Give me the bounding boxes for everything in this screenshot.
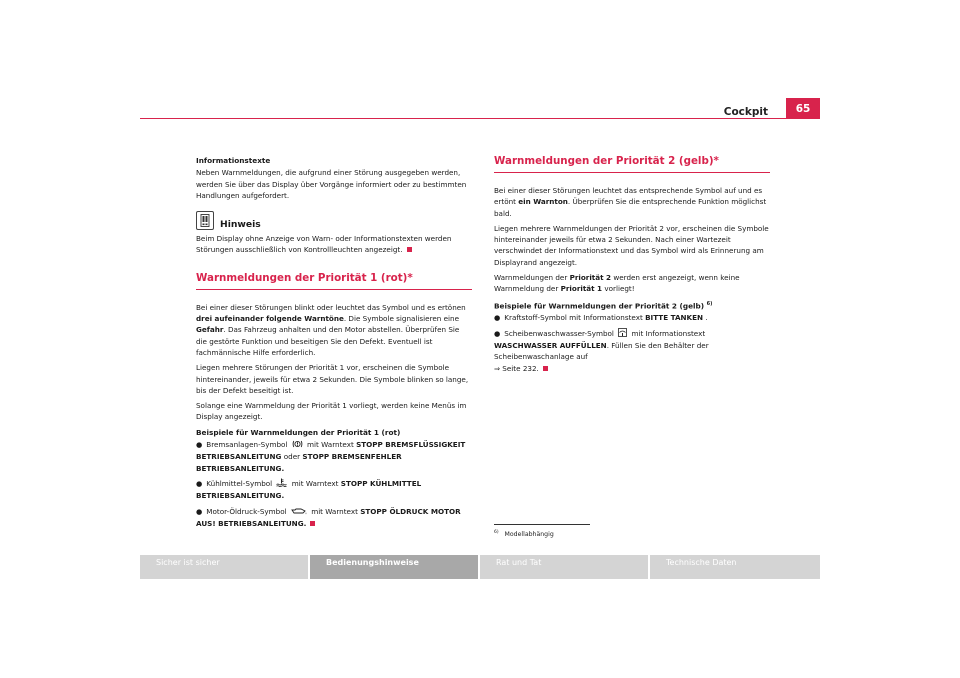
section-title-priority-2: Warnmeldungen der Priorität 2 (gelb)* — [494, 155, 770, 173]
priority-1-examples-heading: Beispiele für Warnmeldungen der Priorität 1 (rot) — [196, 427, 401, 437]
priority-2-paragraph-2: Liegen mehrere Warnmeldungen der Priorität 2 vor, erscheinen die Symbole hintereinander jeweils für etwa 2 Sekunden. Nach einer Wartezeit verschwindet der Informationstext und das Symbol wird als Erinnerung am Displayrand angezeigt. — [494, 223, 769, 267]
page-reference-link[interactable]: ⇒ Seite 232. — [494, 363, 539, 373]
coolant-icon — [276, 478, 287, 490]
list-item: ● Motor-Öldruck-Symbol mit Warntext STOPP ÖLDRUCK MOTOR AUS! BETRIEBSANLEITUNG. — [196, 506, 461, 528]
info-heading: Informationstexte — [196, 156, 271, 165]
footnote: $^{6)}$ Modellabhängig — [494, 530, 554, 539]
priority-2-paragraph-3: Warnmeldungen der Priorität 2 werden erst angezeigt, wenn keine Warnmeldung der Priorität 1 vorliegt! — [494, 273, 740, 294]
priority-2-examples-heading: Beispiele für Warnmeldungen der Priorität 2 (gelb) $^{6)}$ — [494, 300, 713, 311]
oil-pressure-icon — [291, 507, 307, 518]
tab-rat-und-tat[interactable]: Rat und Tat — [480, 555, 648, 579]
note-exclamation-icon — [196, 211, 214, 230]
tab-bedienungshinweise[interactable]: Bedienungshinweise — [310, 555, 478, 579]
note-title: Hinweis — [220, 219, 261, 231]
note-text: Beim Display ohne Anzeige von Warn- oder Informationstexten werden Störungen ausschließlich von Kontrollleuchten angezeigt. — [196, 234, 452, 255]
priority-1-paragraph-2: Liegen mehrere Störungen der Priorität 1 vor, erscheinen die Symbole hintereinander, jeweils für etwa 2 Sekunden. Die Symbole blinken so lange, bis der Defekt beseitigt ist. — [196, 363, 469, 395]
priority-2-paragraph-1: Bei einer dieser Störungen leuchtet das entsprechende Symbol auf und es ertönt ein Warnton. Überprüfen Sie die entsprechende Funktion möglichst bald. — [494, 186, 767, 218]
footnote-rule — [494, 524, 590, 525]
list-item: ● Kraftstoff-Symbol mit Informationstext BITTE TANKEN . — [494, 313, 708, 323]
footer-tabs — [140, 555, 820, 579]
note-header — [196, 211, 472, 230]
tab-sicher-ist-sicher[interactable]: Sicher ist sicher — [140, 555, 308, 579]
tab-technische-daten[interactable]: Technische Daten — [650, 555, 820, 579]
priority-1-paragraph-1: Bei einer dieser Störungen blinkt oder leuchtet das Symbol und es ertönen drei aufeinander folgende Warntöne. Die Symbole signalisieren eine Gefahr. Das Fahrzeug anhalten und den Motor abstellen. Überprüfen Sie die gestörte Funktion und beseitigen Sie den Defekt. Eventuell ist fachmännische Hilfe erforderlich. — [196, 302, 466, 357]
brake-system-icon — [292, 440, 303, 451]
end-mark — [407, 247, 412, 252]
end-mark — [543, 366, 548, 371]
end-mark — [310, 521, 315, 526]
left-column — [196, 155, 472, 533]
info-text: Neben Warnmeldungen, die aufgrund einer Störung ausgegeben werden, werden Sie über das Display über Vorgänge informiert oder zu bestimmten Handlungen aufgefordert. — [196, 168, 467, 200]
footnote-ref: 6) — [706, 300, 713, 307]
washer-fluid-icon — [618, 328, 627, 340]
right-column — [494, 155, 770, 378]
header-rule — [140, 118, 820, 119]
priority-1-paragraph-3: Solange eine Warnmeldung der Priorität 1 vorliegt, werden keine Menüs im Display angezeigt. — [196, 401, 467, 422]
page-number: 65 — [786, 98, 820, 118]
list-item: ● Scheibenwaschwasser-Symbol mit Informationstext WASCHWASSER AUFFÜLLEN. Füllen Sie den Behälter der Scheibenwaschanlage auf ⇒ Seite 232. — [494, 328, 709, 373]
chapter-title: Cockpit — [723, 106, 768, 118]
list-item: ● Kühlmittel-Symbol mit Warntext STOPP KÜHLMITTEL BETRIEBSANLEITUNG. — [196, 478, 422, 501]
section-title-priority-1: Warnmeldungen der Priorität 1 (rot)* — [196, 272, 472, 290]
list-item: ● Bremsanlagen-Symbol mit Warntext STOPP BREMSFLÜSSIGKEIT BETRIEBSANLEITUNG oder STOPP BREMSENFEHLER BETRIEBSANLEITUNG. — [196, 440, 466, 473]
